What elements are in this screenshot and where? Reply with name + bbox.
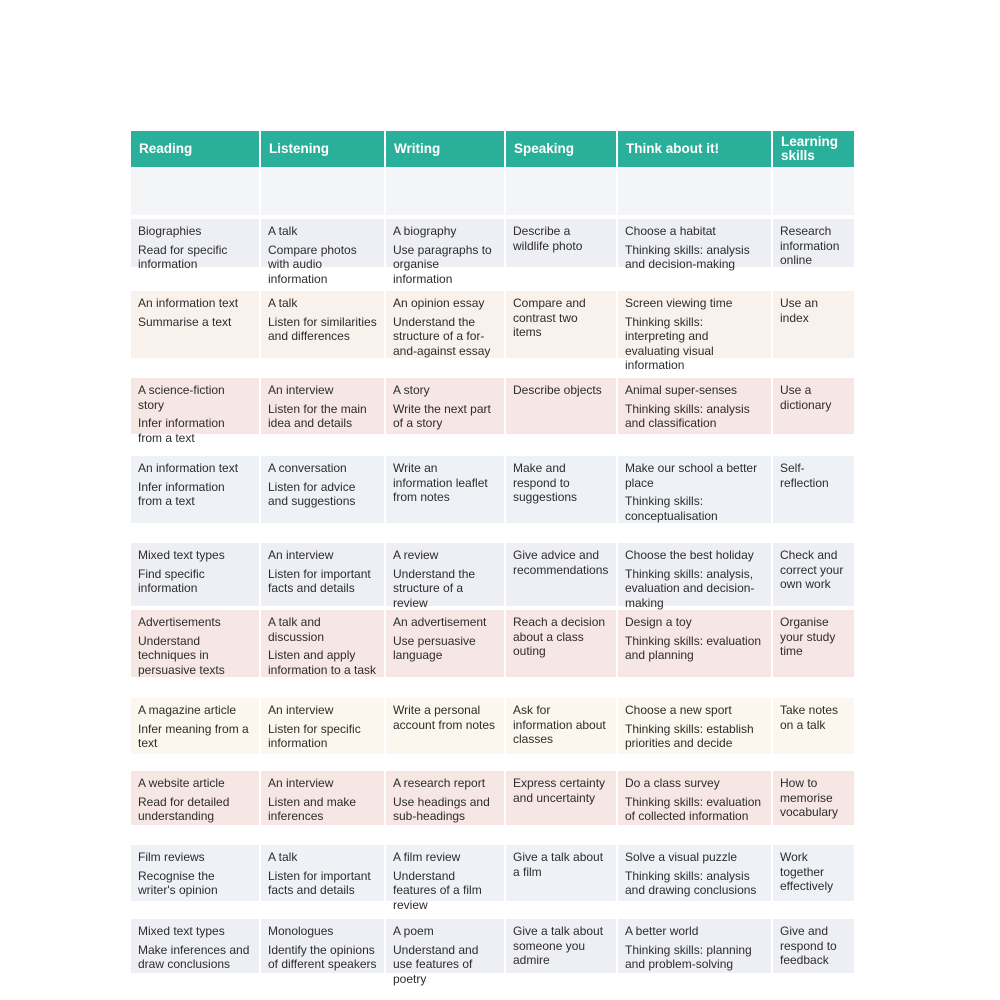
cell-topic: An interview [268,703,334,717]
cell-topic: Describe a wildlife photo [513,224,583,253]
cell-think-about-it [618,771,771,825]
cell-skill: Thinking skills: analysis and classification [625,401,750,430]
cell-learning-skills [773,919,854,973]
header-learning-skills: Learning skills [773,131,854,167]
cell-think-about-it [618,610,771,677]
cell-writing [386,610,504,677]
cell-speaking [506,378,616,434]
cell-skill: Recognise the writer's opinion [138,868,218,897]
cell-think-about-it [618,543,771,610]
header-writing: Writing [386,131,506,167]
cell-listening [261,219,384,286]
cell-skill: Thinking skills: evaluation and planning [625,633,762,662]
cell-skill: Thinking skills: analysis, evaluation and decision-making [625,566,755,610]
header-spacer [773,167,854,215]
cell-think-about-it [618,219,771,271]
cell-reading [131,543,259,606]
cell-skill: Infer meaning from a text [138,721,249,750]
cell-topic: Write an information leaflet from notes [393,461,488,504]
header-listening: Listening [261,131,386,167]
cell-skill: Thinking skills: interpreting and evaluating visual information [625,314,714,372]
cell-topic: An information text [138,296,239,310]
cell-topic: Solve a visual puzzle [625,850,738,864]
cell-reading [131,610,259,677]
header-spacer [386,167,504,215]
cell-writing [386,378,504,434]
cell-topic: A film review [393,850,461,864]
header-reading: Reading [131,131,261,167]
cell-writing [386,291,504,358]
cell-skill: Read for specific information [138,242,228,271]
cell-listening [261,919,384,973]
cell-learning-skills [773,845,854,901]
cell-topic: Make our school a better place [625,461,758,490]
cell-writing [386,543,504,610]
cell-topic: Screen viewing time [625,296,733,310]
cell-speaking [506,543,616,606]
cell-topic: Choose a new sport [625,703,732,717]
cell-learning-skills [773,291,854,358]
cell-writing [386,219,504,286]
cell-reading [131,771,259,825]
cell-writing [386,919,504,986]
cell-topic: Mixed text types [138,924,225,938]
cell-think-about-it [618,698,771,754]
cell-skill: Listen for advice and suggestions [268,479,356,508]
cell-topic: Film reviews [138,850,205,864]
cell-learning-skills [773,698,854,754]
cell-think-about-it [618,456,771,523]
cell-skill: Thinking skills: evaluation of collected information [625,794,762,823]
cell-skill: Thinking skills: establish priorities and decide [625,721,754,750]
header-speaking: Speaking [506,131,618,167]
cell-topic: A talk [268,296,298,310]
cell-skill: Summarise a text [138,314,232,329]
cell-topic: A talk and discussion [268,615,325,644]
cell-topic: Give and respond to feedback [780,924,837,967]
cell-speaking [506,610,616,677]
cell-topic: Give a talk about a film [513,850,604,879]
cell-topic: A story [393,383,430,397]
cell-skill: Make inferences and draw conclusions [138,942,250,971]
cell-think-about-it [618,291,771,372]
cell-listening [261,456,384,523]
cell-listening [261,845,384,901]
cell-topic: Express certainty and uncertainty [513,776,606,805]
cell-topic: A website article [138,776,225,790]
cell-skill: Understand and use features of poetry [393,942,479,986]
cell-topic: Monologues [268,924,334,938]
cell-topic: Write a personal account from notes [393,703,496,732]
cell-listening [261,543,384,606]
cell-topic: Design a toy [625,615,692,629]
cell-topic: Do a class survey [625,776,720,790]
cell-topic: A review [393,548,439,562]
cell-skill: Infer information from a text [138,479,225,508]
cell-think-about-it [618,378,771,434]
cell-reading [131,378,259,445]
cell-reading [131,698,259,754]
cell-topic: How to memorise vocabulary [780,776,839,819]
cell-speaking [506,771,616,825]
cell-speaking [506,698,616,754]
cell-skill: Understand features of a film review [393,868,482,912]
cell-reading [131,291,259,358]
cell-learning-skills [773,456,854,523]
cell-skill: Listen for similarities and differences [268,314,377,343]
cell-topic: An interview [268,548,334,562]
cell-listening [261,698,384,754]
cell-topic: An interview [268,776,334,790]
cell-topic: Use an index [780,296,819,325]
cell-topic: An opinion essay [393,296,485,310]
cell-skill: Compare photos with audio information [268,242,357,286]
cell-writing [386,456,504,523]
cell-skill: Understand techniques in persuasive texts [138,633,225,677]
cell-topic: A better world [625,924,699,938]
cell-topic: A talk [268,224,298,238]
cell-speaking [506,919,616,973]
cell-topic: Mixed text types [138,548,225,562]
cell-topic: Reach a decision about a class outing [513,615,606,658]
header-spacer [131,167,259,215]
cell-speaking [506,219,616,267]
cell-writing [386,771,504,825]
cell-learning-skills [773,610,854,677]
cell-listening [261,610,384,677]
cell-listening [261,378,384,434]
cell-skill: Understand the structure of a review [393,566,476,610]
cell-topic: An advertisement [393,615,487,629]
cell-learning-skills [773,378,854,434]
cell-topic: An information text [138,461,239,475]
cell-skill: Read for detailed understanding [138,794,230,823]
cell-skill: Listen for the main idea and details [268,401,367,430]
cell-skill: Infer information from a text [138,416,225,445]
cell-speaking [506,291,616,358]
header-spacer [618,167,771,215]
cell-reading [131,219,259,271]
cell-listening [261,771,384,825]
cell-reading [131,456,259,523]
cell-topic: A research report [393,776,486,790]
cell-topic: Use a dictionary [780,383,832,412]
cell-topic: Give a talk about someone you admire [513,924,604,967]
cell-skill: Find specific information [138,566,205,595]
cell-writing [386,698,504,754]
cell-skill: Listen and apply information to a task [268,648,377,677]
cell-topic: Give advice and recommendations [513,548,609,577]
cell-skill: Thinking skills: analysis and drawing conclusions [625,868,757,897]
header-think-about-it: Think about it! [618,131,773,167]
cell-topic: Organise your study time [780,615,836,658]
cell-reading [131,845,259,901]
cell-think-about-it [618,919,771,973]
cell-topic: Compare and contrast two items [513,296,586,339]
cell-skill: Thinking skills: conceptualisation [625,494,718,523]
cell-skill: Listen for important facts and details [268,868,371,897]
cell-topic: A conversation [268,461,347,475]
cell-topic: Self-reflection [780,461,829,490]
cell-skill: Thinking skills: planning and problem-solving [625,942,752,971]
cell-topic: A talk [268,850,298,864]
cell-topic: Animal super-senses [625,383,738,397]
cell-speaking [506,456,616,523]
cell-writing [386,845,504,912]
cell-topic: A magazine article [138,703,237,717]
cell-skill: Identify the opinions of different speakers [268,942,377,971]
cell-topic: Ask for information about classes [513,703,606,746]
cell-topic: A biography [393,224,457,238]
cell-reading [131,919,259,973]
cell-topic: Choose a habitat [625,224,716,238]
cell-speaking [506,845,616,901]
cell-topic: Choose the best holiday [625,548,754,562]
cell-skill: Use paragraphs to organise information [393,242,492,286]
cell-skill: Understand the structure of a for-and-against essay [393,314,491,358]
cell-topic: Take notes on a talk [780,703,839,732]
cell-topic: Research information online [780,224,840,267]
header-spacer [261,167,384,215]
cell-skill: Listen for specific information [268,721,361,750]
cell-topic: Advertisements [138,615,221,629]
cell-skill: Use headings and sub-headings [393,794,490,823]
cell-listening [261,291,384,358]
header-spacer [506,167,616,215]
cell-topic: Biographies [138,224,202,238]
cell-topic: Work together effectively [780,850,834,893]
cell-topic: A poem [393,924,434,938]
cell-topic: Describe objects [513,383,602,397]
cell-skill: Listen and make inferences [268,794,357,823]
cell-skill: Thinking skills: analysis and decision-making [625,242,750,271]
cell-topic: A science-fiction story [138,383,225,412]
cell-topic: Check and correct your own work [780,548,844,591]
cell-skill: Use persuasive language [393,633,476,662]
cell-skill: Write the next part of a story [393,401,491,430]
cell-learning-skills [773,219,854,267]
cell-topic: An interview [268,383,334,397]
cell-topic: Make and respond to suggestions [513,461,578,504]
cell-skill: Listen for important facts and details [268,566,371,595]
cell-learning-skills [773,543,854,606]
cell-learning-skills [773,771,854,825]
cell-think-about-it [618,845,771,901]
